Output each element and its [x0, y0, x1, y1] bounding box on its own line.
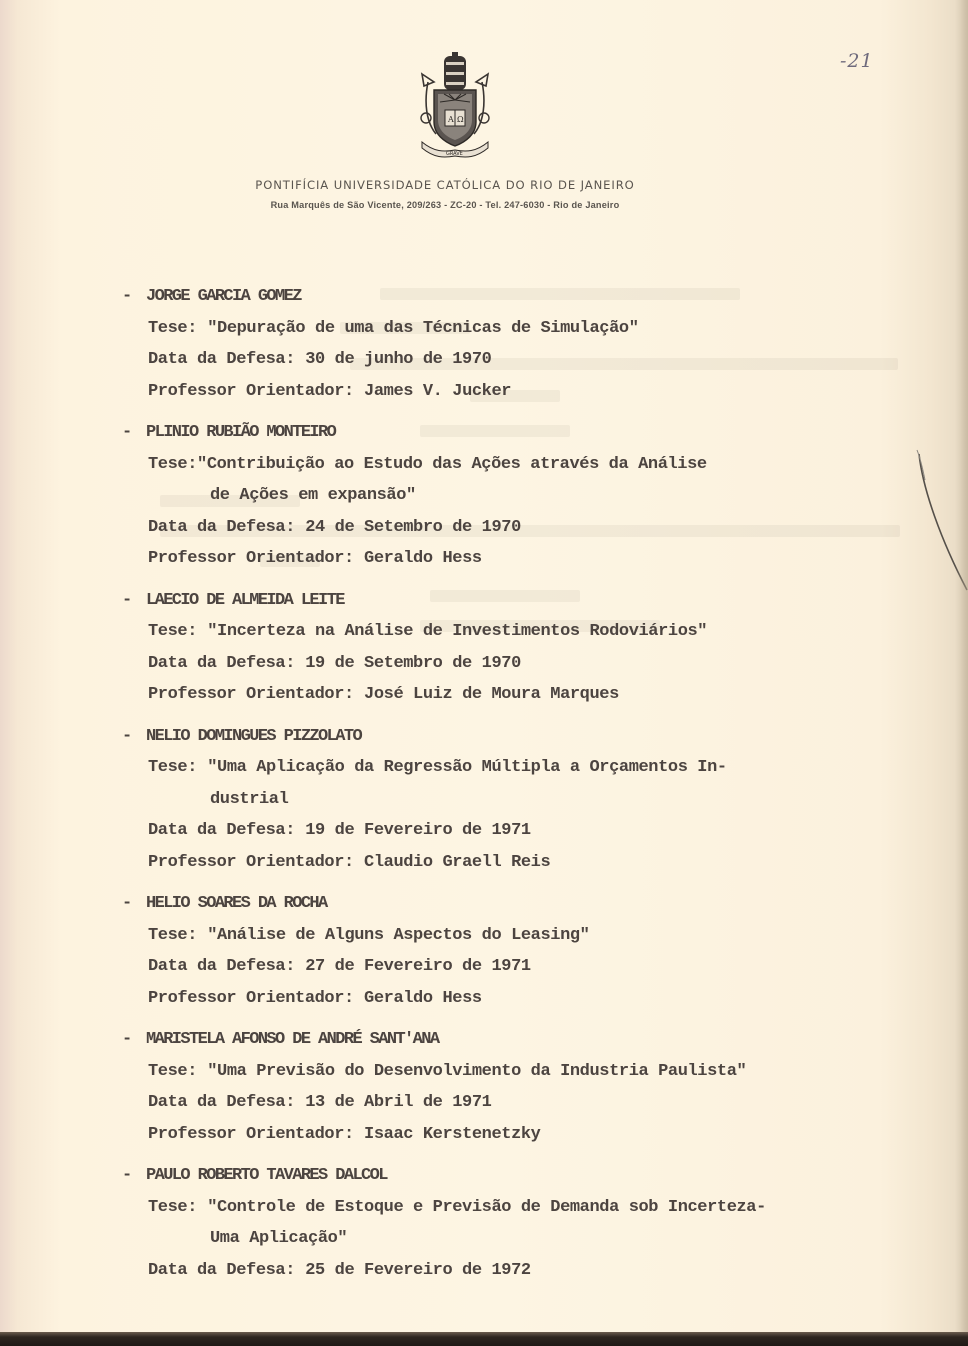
institution-name: PONTIFÍCIA UNIVERSIDADE CATÓLICA DO RIO DE JANEIRO [255, 178, 635, 192]
advisor-line [122, 376, 922, 408]
defense-date-label: Data da Defesa: [148, 517, 296, 537]
advisor-name: Claudio Graell Reis [364, 852, 551, 872]
advisor-line [122, 983, 922, 1015]
defense-date: 27 de Fevereiro de 1971 [305, 957, 531, 976]
defense-date: 30 de junho de 1970 [305, 350, 492, 369]
thesis-list [122, 281, 922, 1286]
defense-date: 24 de Setembro de 1970 [305, 517, 521, 537]
advisor-line [122, 847, 922, 879]
entry-name-line [122, 1024, 922, 1056]
entry-spacer [122, 407, 922, 417]
thesis-line [122, 480, 922, 512]
entry-name-line [122, 585, 922, 617]
thesis-entry [122, 281, 922, 407]
thesis-title: "Contribuição ao Estudo das Ações através da Análise [197, 454, 707, 474]
institution-address: Rua Marquês de São Vicente, 209/263 - ZC-20 - Tel. 247-6030 - Rio de Janeiro [270, 200, 620, 210]
bullet-dash: - [122, 1166, 133, 1185]
thesis-label: Tese: [148, 925, 198, 945]
thesis-title: "Uma Previsão do Desenvolvimento da Industria Paulista" [207, 1061, 747, 1081]
thesis-line [122, 784, 922, 816]
thesis-title: Uma Aplicação" [210, 1229, 348, 1248]
advisor-label: Professor Orientador: [148, 988, 354, 1008]
bullet-dash: - [122, 726, 133, 746]
entry-name-line [122, 721, 922, 753]
defense-date-label: Data da Defesa: [148, 350, 296, 369]
entry-spacer [122, 1014, 922, 1024]
thesis-label: Tese: [148, 318, 198, 338]
advisor-name: Isaac Kerstenetzky [364, 1124, 541, 1144]
thesis-label: Tese: [148, 1061, 198, 1081]
advisor-label: Professor Orientador: [148, 852, 354, 872]
defense-date-label: Data da Defesa: [148, 1093, 296, 1112]
defense-date-line [122, 815, 922, 847]
defense-date-line [122, 512, 922, 544]
defense-date-line [122, 1255, 922, 1287]
thesis-label: Tese: [148, 1197, 198, 1217]
advisor-line [122, 1119, 922, 1151]
svg-text:Ω: Ω [457, 115, 464, 124]
defense-date-line [122, 1087, 922, 1119]
page-edge-shadow [955, 0, 968, 1332]
thesis-title: "Análise de Alguns Aspectos do Leasing" [207, 925, 590, 945]
scanner-edge [0, 1332, 968, 1346]
advisor-name: José Luiz de Moura Marques [364, 685, 619, 704]
defense-date-line [122, 648, 922, 680]
advisor-line [122, 679, 922, 711]
pontifical-crest-icon [414, 52, 496, 158]
student-name: LAECIO DE ALMEIDA LEITE [146, 590, 344, 610]
thesis-line [122, 752, 922, 784]
entry-name-line [122, 281, 922, 313]
entry-name-line [122, 417, 922, 449]
defense-date: 13 de Abril de 1971 [305, 1093, 492, 1112]
bullet-dash: - [122, 423, 133, 442]
bullet-dash: - [122, 894, 133, 913]
defense-date: 25 de Fevereiro de 1972 [305, 1260, 531, 1280]
thesis-label: Tese: [148, 622, 198, 641]
advisor-label: Professor Orientador: [148, 685, 354, 704]
letterhead [0, 178, 890, 210]
advisor-name: Geraldo Hess [364, 988, 482, 1008]
thesis-line [122, 1192, 922, 1224]
thesis-entry [122, 1024, 922, 1150]
entry-name-line [122, 888, 922, 920]
thesis-label: Tese: [148, 758, 198, 777]
advisor-label: Professor Orientador: [148, 549, 354, 568]
defense-date-label: Data da Defesa: [148, 957, 296, 976]
thesis-line [122, 920, 922, 952]
thesis-entry [122, 417, 922, 575]
thesis-line [122, 313, 922, 345]
thesis-title: "Controle de Estoque e Previsão de Demanda sob Incerteza- [207, 1197, 766, 1217]
advisor-name: Geraldo Hess [364, 549, 482, 568]
crest-letters: A [448, 115, 454, 124]
page-number: -21 [840, 50, 874, 72]
student-name: JORGE GARCIA GOMEZ [146, 287, 301, 306]
defense-date-label: Data da Defesa: [148, 821, 296, 840]
student-name: PLINIO RUBIÃO MONTEIRO [146, 423, 336, 442]
bullet-dash: - [122, 590, 133, 610]
thesis-line [122, 616, 922, 648]
entry-spacer [122, 1150, 922, 1160]
defense-date-line [122, 344, 922, 376]
defense-date: 19 de Fevereiro de 1971 [305, 821, 531, 840]
entry-spacer [122, 711, 922, 721]
defense-date-label: Data da Defesa: [148, 1260, 296, 1280]
entry-spacer [122, 575, 922, 585]
student-name: MARISTELA AFONSO DE ANDRÉ SANT'ANA [146, 1030, 439, 1049]
student-name: NELIO DOMINGUES PIZZOLATO [146, 726, 362, 746]
advisor-line [122, 543, 922, 575]
thesis-line [122, 1056, 922, 1088]
thesis-title: "Incerteza na Análise de Investimentos Rodoviários" [207, 622, 708, 641]
thesis-line [122, 1223, 922, 1255]
thesis-entry [122, 1160, 922, 1286]
student-name: PAULO ROBERTO TAVARES DALCOL [146, 1166, 387, 1185]
thesis-title: "Uma Aplicação da Regressão Múltipla a Orçamentos In- [207, 758, 727, 777]
crest-motto: GRAVE [446, 151, 463, 157]
advisor-name: James V. Jucker [364, 381, 512, 401]
entry-spacer [122, 878, 922, 888]
advisor-label: Professor Orientador: [148, 1124, 354, 1144]
student-name: HELIO SOARES DA ROCHA [146, 894, 327, 913]
entry-name-line [122, 1160, 922, 1192]
thesis-title: "Depuração de uma das Técnicas de Simulação" [207, 318, 639, 338]
advisor-label: Professor Orientador: [148, 381, 354, 401]
defense-date: 19 de Setembro de 1970 [305, 653, 521, 673]
thesis-label: Tese: [148, 454, 198, 474]
thesis-title: dustrial [210, 789, 289, 809]
thesis-entry [122, 888, 922, 1014]
defense-date-line [122, 951, 922, 983]
bullet-dash: - [122, 287, 133, 306]
thesis-entry [122, 585, 922, 711]
thesis-line [122, 449, 922, 481]
thesis-entry [122, 721, 922, 879]
thesis-title: de Ações em expansão" [210, 486, 416, 505]
bullet-dash: - [122, 1030, 133, 1049]
defense-date-label: Data da Defesa: [148, 653, 296, 673]
